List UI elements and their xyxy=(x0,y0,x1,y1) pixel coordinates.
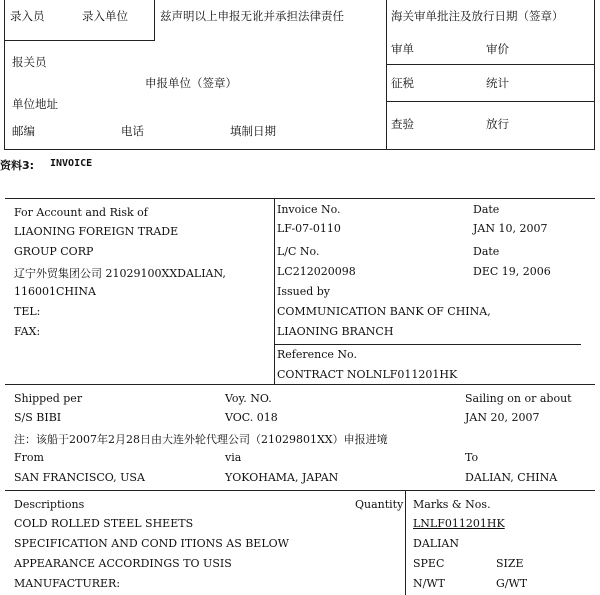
phone-label: 电话 xyxy=(121,124,144,138)
form-box-bottom xyxy=(4,40,154,41)
shipped-per-value: S/S BIBI xyxy=(14,411,62,424)
description-line1: COLD ROLLED STEEL SHEETS xyxy=(14,517,194,530)
account-address-line2: 116001CHINA xyxy=(14,285,96,298)
via-value: YOKOHAMA, JAPAN xyxy=(225,471,339,484)
via-label: via xyxy=(225,451,242,464)
reference-label: Reference No. xyxy=(277,348,357,361)
to-value: DALIAN, CHINA xyxy=(465,471,558,484)
issuer-line1: COMMUNICATION BANK OF CHINA, xyxy=(277,305,491,318)
lc-no-label: L/C No. xyxy=(277,245,320,258)
account-name-line2: GROUP CORP xyxy=(14,245,94,258)
fax-label: FAX: xyxy=(14,325,41,338)
form-box-right xyxy=(154,0,155,41)
section-title: INVOICE xyxy=(50,158,93,169)
descriptions-label: Descriptions xyxy=(14,498,85,511)
invoice-date-label: Date xyxy=(473,203,500,216)
account-name-line1: LIAONING FOREIGN TRADE xyxy=(14,225,179,238)
marks-divider xyxy=(405,490,406,595)
fill-date-label: 填制日期 xyxy=(230,124,276,138)
issuer-line2: LIAONING BRANCH xyxy=(277,325,394,338)
description-line3: APPEARANCE ACCORDINGS TO USIS xyxy=(14,557,232,570)
tel-label: TEL: xyxy=(14,305,41,318)
form-right-divider xyxy=(386,0,387,150)
sailing-label: Sailing on or about xyxy=(465,392,572,405)
voyage-label: Voy. NO. xyxy=(225,392,272,405)
descriptions-top-line xyxy=(5,490,595,491)
review-label: 审单 xyxy=(391,42,414,56)
from-value: SAN FRANCISCO, USA xyxy=(14,471,145,484)
approval-heading: 海关审单批注及放行日期（签章） xyxy=(391,9,564,23)
mark-net-weight: N/WT xyxy=(413,577,445,590)
lc-date-value: DEC 19, 2006 xyxy=(473,265,551,278)
reference-value: CONTRACT NOLNLF011201HK xyxy=(277,368,458,381)
invoice-no-label: Invoice No. xyxy=(277,203,341,216)
release-label: 放行 xyxy=(486,117,509,131)
entry-clerk-label: 录入员 xyxy=(10,9,45,23)
description-line4: MANUFACTURER: xyxy=(14,577,121,590)
form-border-right xyxy=(594,0,595,150)
declarant-label: 报关员 xyxy=(12,55,47,69)
invoice-no-value: LF-07-0110 xyxy=(277,222,341,235)
account-divider xyxy=(274,198,275,384)
unit-address-label: 单位地址 xyxy=(12,97,58,111)
marks-label: Marks & Nos. xyxy=(413,498,491,511)
reference-top-line xyxy=(274,344,581,345)
shipped-per-label: Shipped per xyxy=(14,392,83,405)
form-border-left xyxy=(4,0,5,150)
form-right-row1 xyxy=(386,64,595,65)
section-label: 资料3: xyxy=(0,159,35,172)
voyage-value: VOC. 018 xyxy=(225,411,278,424)
shipping-top-line xyxy=(5,384,595,385)
invoice-top-border xyxy=(5,198,595,199)
to-label: To xyxy=(465,451,479,464)
description-line2: SPECIFICATION AND COND ITIONS AS BELOW xyxy=(14,537,289,550)
mark-port: DALIAN xyxy=(413,537,459,550)
declaring-unit-label: 申报单位（签章） xyxy=(145,76,237,90)
declaration-text: 兹声明以上申报无讹并承担法律责任 xyxy=(160,9,344,23)
statistics-label: 统计 xyxy=(486,76,509,90)
mark-code: LNLF011201HK xyxy=(413,517,505,530)
from-label: From xyxy=(14,451,44,464)
tax-label: 征税 xyxy=(391,76,414,90)
pricing-label: 审价 xyxy=(486,42,509,56)
form-right-row2 xyxy=(386,101,595,102)
entry-unit-label: 录入单位 xyxy=(82,9,128,23)
issued-by-label: Issued by xyxy=(277,285,331,298)
postcode-label: 邮编 xyxy=(12,124,35,138)
inspection-label: 查验 xyxy=(391,117,414,131)
account-address-line1: 辽宁外贸集团公司 21029100XXDALIAN, xyxy=(14,267,226,280)
sailing-date: JAN 20, 2007 xyxy=(465,411,540,424)
invoice-date-value: JAN 10, 2007 xyxy=(473,222,548,235)
form-border-bottom xyxy=(4,149,595,150)
mark-gross-weight: G/WT xyxy=(496,577,528,590)
lc-no-value: LC212020098 xyxy=(277,265,356,278)
vessel-note: 注：该船于2007年2月28日由大连外轮代理公司（21029801XX）申报进境 xyxy=(14,433,388,446)
mark-size: SIZE xyxy=(496,557,524,570)
account-risk-label: For Account and Risk of xyxy=(14,206,148,219)
mark-spec: SPEC xyxy=(413,557,445,570)
quantity-label: Quantity xyxy=(355,498,404,511)
lc-date-label: Date xyxy=(473,245,500,258)
